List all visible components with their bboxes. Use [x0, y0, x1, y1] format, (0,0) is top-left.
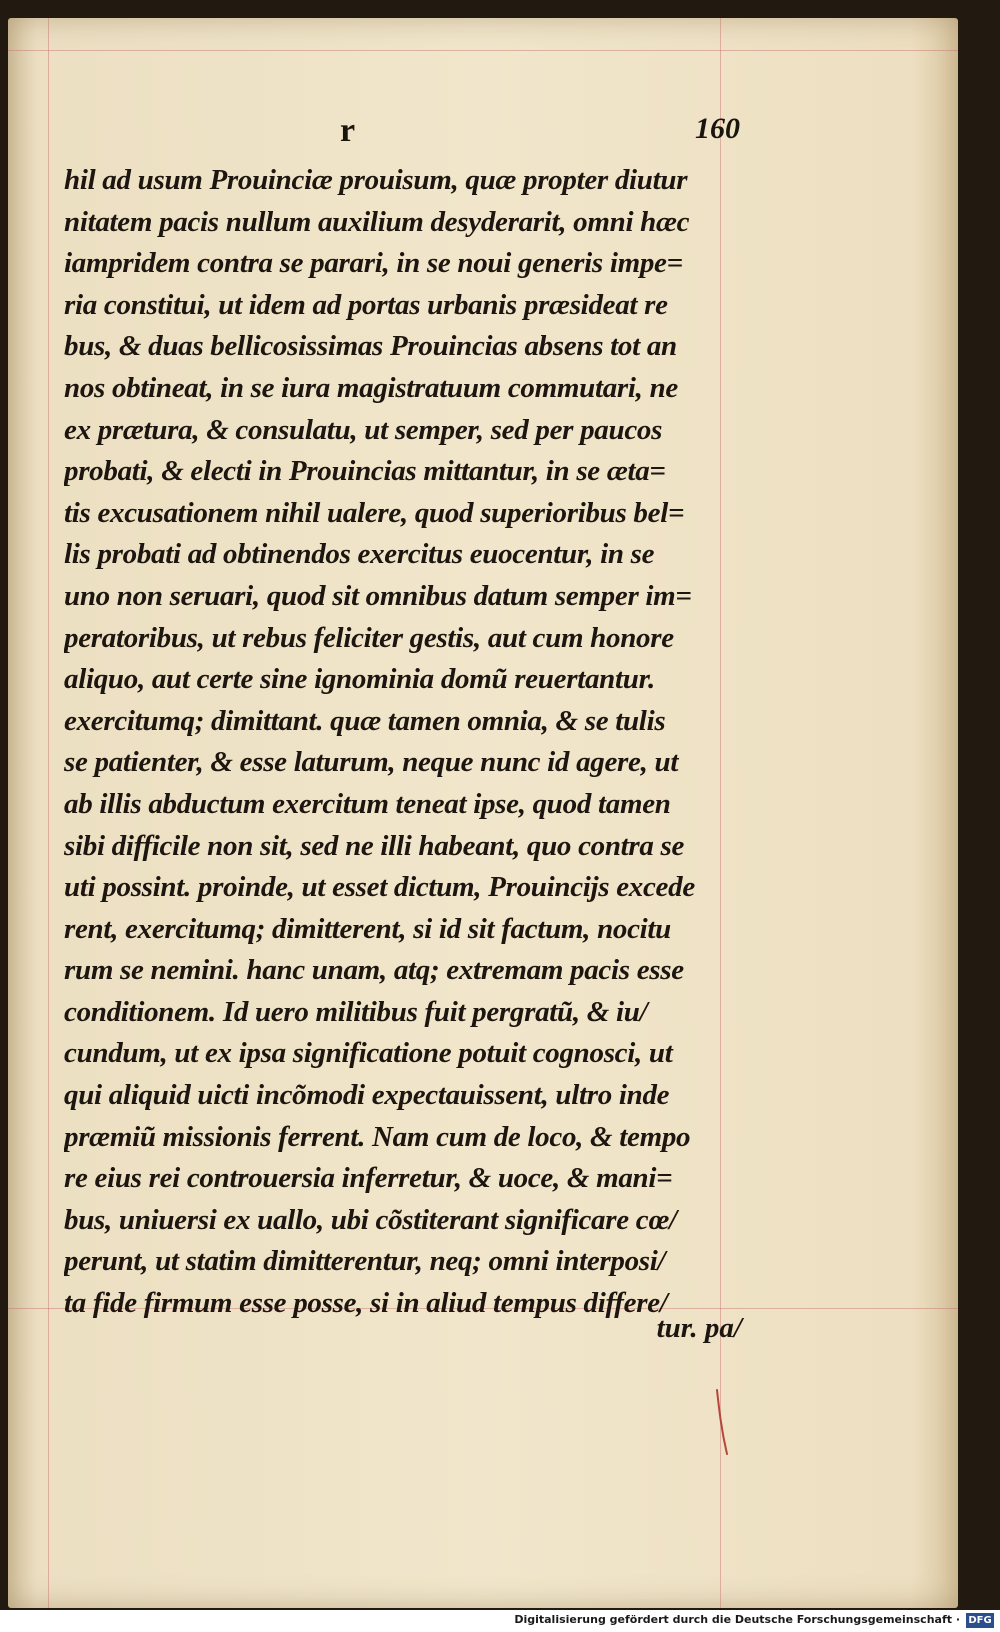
text-line: uti possint. proinde, ut esset dictum, Prouincijs excede [64, 871, 695, 904]
margin-rule-left [48, 18, 49, 1608]
text-line: uno non seruari, quod sit omnibus datum semper im= [64, 579, 692, 612]
text-line: cundum, ut ex ipsa significatione potuit cognosci, ut [64, 1037, 673, 1070]
text-line: hil ad usum Prouinciæ prouisum, quæ propter diutur [64, 164, 688, 196]
dfg-logo: DFG [966, 1613, 994, 1628]
text-line: ex prætura, & consulatu, ut semper, sed per paucos [64, 413, 663, 446]
text-line: sibi difficile non sit, sed ne illi habeant, quo contra se [64, 829, 685, 862]
page-header [60, 112, 740, 152]
text-line: lis probati ad obtinendos exercitus euocentur, in se [64, 538, 655, 571]
text-line: peratoribus, ut rebus feliciter gestis, aut cum honore [64, 621, 674, 654]
header-mark: r [340, 112, 356, 149]
text-line: præmiũ missionis ferrent. Nam cum de loco, & tempo [64, 1120, 691, 1153]
ink-stroke-mark [713, 1388, 733, 1458]
text-line: qui aliquid uicti incõmodi expectauissent, ultro inde [64, 1079, 670, 1112]
text-line: perunt, ut statim dimitterentur, neq; omni interposi/ [64, 1245, 666, 1278]
text-line: conditionem. Id uero militibus fuit pergratũ, & iu/ [64, 995, 648, 1028]
text-line: probati, & electi in Prouincias mittantur, in se æta= [64, 455, 666, 488]
text-line: ta fide firmum esse posse, si in aliud tempus differe/ [64, 1287, 668, 1320]
text-line: se patienter, & esse laturum, neque nunc id agere, ut [64, 746, 679, 779]
folio-number: 160 [695, 112, 740, 145]
text-line: rent, exercitumq; dimitterent, si id sit factum, nocitu [64, 912, 672, 945]
footer-bar [0, 1610, 1000, 1632]
text-line: nitatem pacis nullum auxilium desyderarit, omni hæc [64, 205, 690, 238]
catchword: tur. pa/ [656, 1312, 742, 1344]
text-line: bus, uniuersi ex uallo, ubi cõstiterant significare cœ/ [64, 1203, 677, 1236]
text-line: ria constitui, ut idem ad portas urbanis præsideat re [64, 288, 668, 321]
latin-text-block [64, 160, 744, 1325]
text-line: re eius rei controuersia inferretur, & uoce, & mani= [64, 1162, 673, 1195]
text-line: iampridem contra se parari, in se noui generis impe= [64, 247, 683, 280]
margin-rule-top [8, 50, 958, 51]
text-line: rum se nemini. hanc unam, atq; extremam pacis esse [64, 954, 684, 987]
text-line: bus, & duas bellicosissimas Prouincias absens tot an [64, 330, 677, 363]
text-line: exercitumq; dimittant. quæ tamen omnia, & se tulis [64, 704, 666, 737]
text-line: ab illis abductum exercitum teneat ipse, quod tamen [64, 787, 671, 820]
funding-credit: Digitalisierung gefördert durch die Deutsche Forschungsgemeinschaft · [514, 1613, 960, 1626]
text-line: nos obtineat, in se iura magistratuum commutari, ne [64, 371, 678, 404]
text-line: aliquo, aut certe sine ignominia domũ reuertantur. [64, 663, 655, 696]
text-line: tis excusationem nihil ualere, quod superioribus bel= [64, 496, 685, 529]
